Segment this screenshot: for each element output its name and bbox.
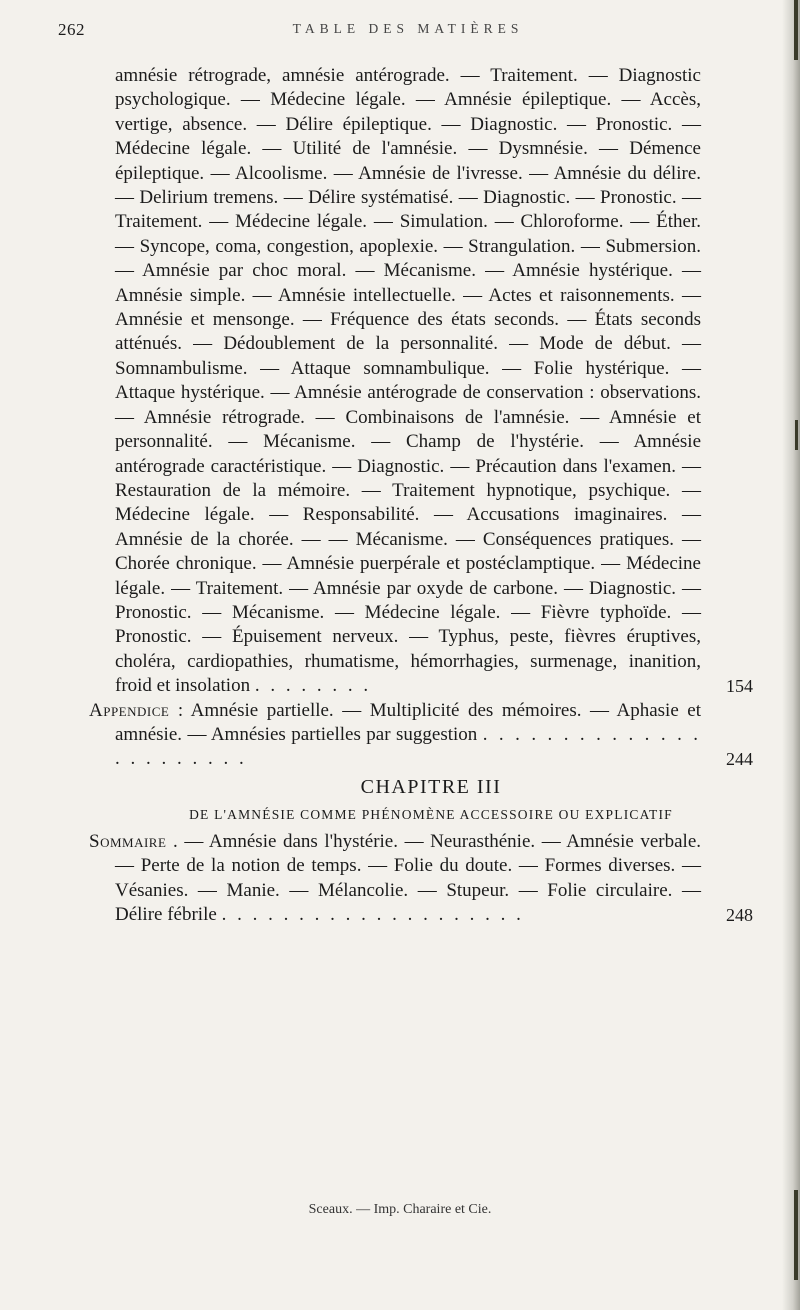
page-number: 262 — [58, 20, 85, 39]
summary-label: Sommaire — [89, 830, 167, 852]
running-head — [58, 20, 758, 48]
running-title: TABLE DES MATIÈRES — [292, 21, 524, 36]
entry-text: : Amnésie partielle. — Multiplicité des mémoires. — Aphasie et amnésie. — Amnésies partielles par suggestion — [115, 699, 701, 745]
entry-text: amnésie rétrograde, amnésie antérograde. — Traitement. — Diagnostic psychologique. — Médecine légale. — Amnésie épileptique. — Accès, vertige, absence. — Délire épileptique. — Diagnostic. — Pronostic. — Médecine légale. — Utilité de l'amnésie. — Dysmnésie. — Démence épileptique. — Alcoolisme. — Amnésie de l'ivresse. — Amnésie du délire. — Delirium tremens. — Délire systématisé. — Diagnostic. — Pronostic. — Traitement. — Médecine légale. — Simulation. — Chloroforme. — Éther. — Syncope, coma, congestion, apoplexie. — Strangulation. — Submersion. — Amnésie par choc moral. — Mécanisme. — Amnésie hystérique. — Amnésie simple. — Amnésie intellectuelle. — Actes et raisonnements. — Amnésie et mensonge. — Fréquence des états seconds. — États seconds atténués. — Dédoublement de la personnalité. — Mode de début. — Somnambulisme. — Attaque somnambulique. — Folie hystérique. — Attaque hystérique. — Amnésie antérograde de conservation : observations. — Amnésie rétrograde. — Combinaisons de l'amnésie. — Amnésie et personnalité. — Mécanisme. — Champ de l'hystérie. — Amnésie antérograde caractéristique. — Diagnostic. — Précaution dans l'examen. — Restauration de la mémoire. — Traitement hypnotique, psychique. — Médecine légale. — Responsabilité. — Accusations imaginaires. — Amnésie de la chorée. — — Mécanisme. — Conséquences pratiques. — Chorée chronique. — Amnésie puerpérale et postéclamptique. — Médecine légale. — Traitement. — Amnésie par oxyde de carbone. — Diagnostic. — Pronostic. — Mécanisme. — Médecine légale. — Fièvre typhoïde. — Pronostic. — Épuisement nerveux. — Typhus, peste, fièvres éruptives, choléra, cardiopathies, rhumatisme, hémorrhagies, surmenage, inanition, froid et insolation — [115, 65, 701, 697]
printer-imprint: Sceaux. — Imp. Charaire et Cie. — [308, 1202, 492, 1217]
dot-leader: . . . . . . . . . . . . . . . . . . . . . . . — [115, 723, 702, 770]
page-reference: 244 — [726, 749, 753, 770]
dot-leader: . . . . . . . . . . . . . . . . . . . . — [221, 904, 524, 925]
chapter-title: CHAPITRE III — [360, 775, 502, 798]
entry-text: . — Amnésie dans l'hystérie. — Neurasthénie. — Amnésie verbale. — Perte de la notion de temps. — Folie du doute. — Formes diverses. — Vésanies. — Manie. — Mélancolie. — Stupeur. — Folie circulaire. — Délire fébrile — [115, 830, 702, 925]
toc-entry-appendix — [89, 699, 753, 772]
chapter-subtitle: DE L'AMNÉSIE COMME PHÉNOMÈNE ACCESSOIRE OU EXPLICATIF — [189, 806, 673, 822]
dot-leader: . . . . . . . . — [254, 675, 372, 697]
page-edge-mark — [794, 0, 798, 60]
page-edge-shadow — [782, 0, 800, 1310]
toc-body — [89, 64, 753, 927]
page-reference: 248 — [726, 905, 753, 925]
toc-entry-continued — [115, 64, 753, 699]
page-edge-mark — [795, 420, 798, 450]
toc-entry-summary — [89, 830, 753, 928]
page-reference: 154 — [726, 676, 753, 697]
appendix-label: Appendice — [89, 699, 170, 721]
